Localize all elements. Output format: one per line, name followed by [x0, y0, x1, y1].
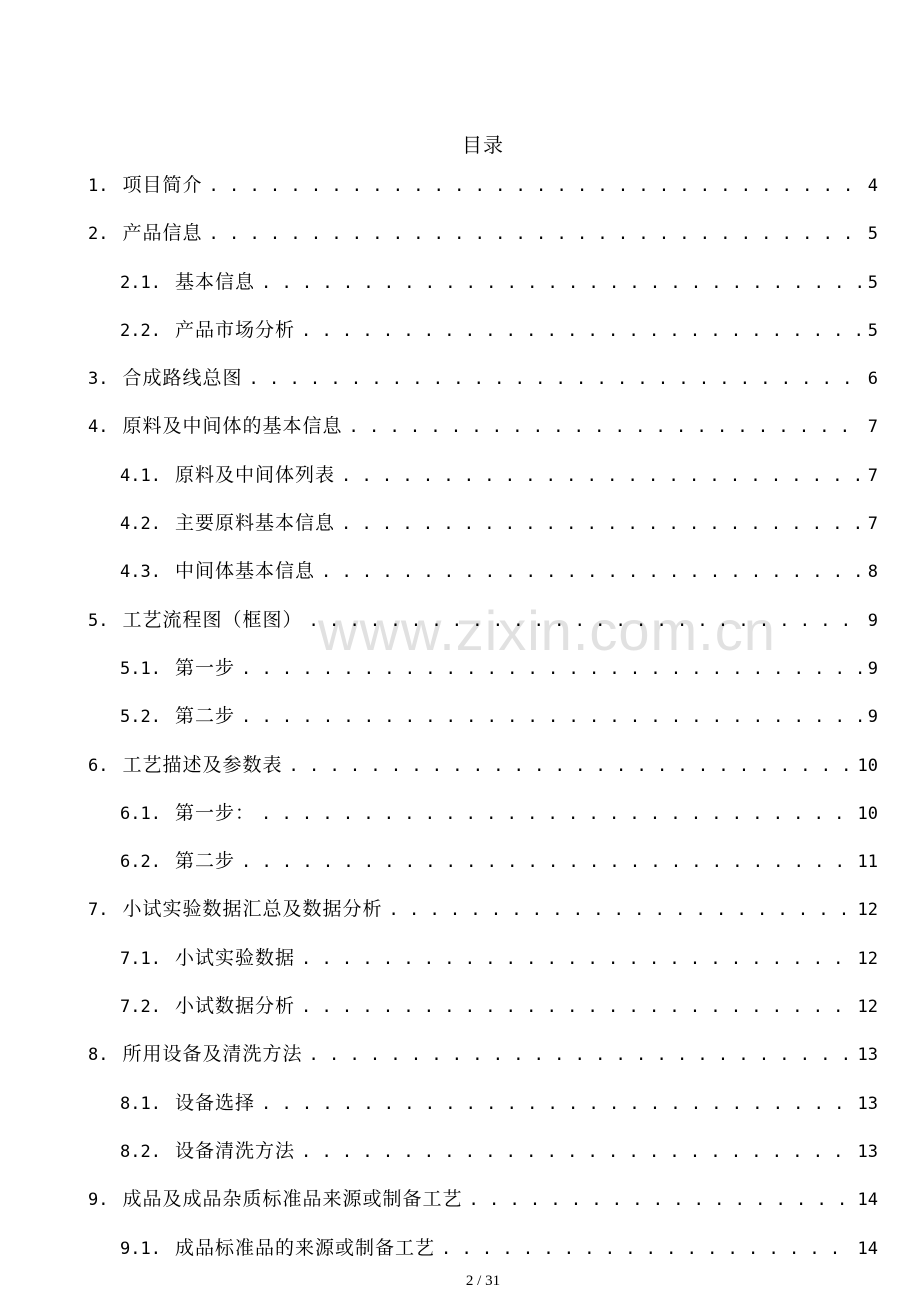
toc-entry-number: 4. — [88, 417, 109, 438]
toc-subentry[interactable] — [88, 1127, 878, 1175]
dot-leader — [209, 162, 862, 210]
toc-entry-number: 4.3. — [120, 562, 161, 583]
toc-entry[interactable] — [88, 209, 878, 257]
dot-leader — [469, 1176, 852, 1224]
toc-entry-number: 8.2. — [120, 1141, 161, 1162]
toc-entry-page: 12 — [857, 948, 878, 969]
toc-entry-title: 第一步 — [174, 656, 235, 679]
toc-entry-page: 13 — [857, 1141, 878, 1162]
toc-entry-number: 5. — [88, 610, 109, 631]
toc-entry-title: 第二步 — [174, 705, 235, 728]
dot-leader — [349, 403, 862, 451]
toc-entry-number: 6.2. — [120, 852, 161, 873]
toc-entry-page: 12 — [857, 900, 878, 921]
toc-subentry[interactable] — [88, 789, 878, 837]
toc-entry-title: 产品市场分析 — [174, 318, 295, 341]
dot-leader — [261, 790, 852, 838]
dot-leader — [241, 693, 862, 741]
toc-entry-page: 9 — [867, 610, 878, 631]
toc-entry-number: 5.2. — [120, 707, 161, 728]
toc-subentry[interactable] — [88, 1224, 878, 1272]
toc-entry[interactable] — [88, 161, 878, 209]
dot-leader — [249, 355, 862, 403]
toc-entry-number: 7. — [88, 900, 109, 921]
toc-entry-page: 7 — [867, 514, 878, 535]
dot-leader — [301, 307, 862, 355]
dot-leader — [389, 886, 852, 934]
toc-entry[interactable] — [88, 1175, 878, 1223]
toc-entry-number: 6. — [88, 755, 109, 776]
toc-subentry[interactable] — [88, 306, 878, 354]
toc-subentry[interactable] — [88, 547, 878, 595]
dot-leader — [301, 1128, 852, 1176]
toc-entry-title: 工艺描述及参数表 — [122, 753, 283, 776]
toc-entry-title: 设备清洗方法 — [174, 1139, 295, 1162]
table-of-contents — [88, 161, 878, 1272]
toc-entry-title: 中间体基本信息 — [174, 560, 315, 583]
toc-entry-title: 原料及中间体列表 — [174, 463, 335, 486]
toc-subentry[interactable] — [88, 982, 878, 1030]
page-number: 2 / 31 — [465, 1273, 501, 1289]
toc-entry-number: 4.2. — [120, 514, 161, 535]
toc-entry[interactable] — [88, 885, 878, 933]
toc-entry-number: 7.1. — [120, 948, 161, 969]
dot-leader — [309, 1031, 852, 1079]
toc-entry-page: 6 — [867, 369, 878, 390]
dot-leader — [321, 548, 862, 596]
toc-entry-number: 8.1. — [120, 1093, 161, 1114]
toc-subentry[interactable] — [88, 499, 878, 547]
toc-entry-page: 8 — [867, 562, 878, 583]
toc-subentry[interactable] — [88, 934, 878, 982]
toc-entry-title: 合成路线总图 — [122, 367, 243, 390]
toc-entry-title: 小试实验数据 — [174, 946, 295, 969]
dot-leader — [301, 983, 852, 1031]
toc-entry-title: 第一步： — [174, 801, 255, 824]
toc-entry-title: 设备选择 — [174, 1091, 255, 1114]
dot-leader — [241, 838, 852, 886]
toc-entry-number: 5.1. — [120, 658, 161, 679]
toc-subentry[interactable] — [88, 692, 878, 740]
toc-entry-page: 7 — [867, 417, 878, 438]
dot-leader — [441, 1225, 852, 1273]
toc-entry-page: 14 — [857, 1190, 878, 1211]
toc-entry-page: 4 — [867, 176, 878, 196]
toc-entry-number: 1. — [88, 176, 109, 196]
toc-entry-number: 9. — [88, 1190, 109, 1211]
toc-entry-number: 4.1. — [120, 465, 161, 486]
toc-entry-title: 成品标准品的来源或制备工艺 — [174, 1236, 435, 1259]
toc-subentry[interactable] — [88, 1079, 878, 1127]
toc-entry-title: 小试数据分析 — [174, 995, 295, 1018]
toc-entry-number: 8. — [88, 1045, 109, 1066]
toc-entry-title: 产品信息 — [122, 222, 203, 245]
toc-title: 目录 — [462, 133, 504, 157]
toc-entry-page: 13 — [857, 1093, 878, 1114]
toc-subentry[interactable] — [88, 258, 878, 306]
toc-entry-page: 9 — [867, 707, 878, 728]
dot-leader — [261, 1080, 852, 1128]
toc-entry-number: 7.2. — [120, 997, 161, 1018]
toc-entry-title: 工艺流程图（框图） — [122, 608, 303, 631]
toc-entry-title: 成品及成品杂质标准品来源或制备工艺 — [122, 1188, 463, 1211]
toc-entry-page: 5 — [867, 224, 878, 245]
toc-entry-page: 14 — [857, 1238, 878, 1259]
dot-leader — [261, 259, 862, 307]
toc-entry-page: 10 — [857, 803, 878, 824]
toc-entry-page: 5 — [867, 320, 878, 341]
dot-leader — [241, 645, 862, 693]
toc-entry[interactable] — [88, 402, 878, 450]
toc-entry[interactable] — [88, 354, 878, 402]
toc-entry-title: 基本信息 — [174, 270, 255, 293]
toc-entry-page: 9 — [867, 658, 878, 679]
toc-entry-number: 6.1. — [120, 803, 161, 824]
toc-entry-title: 主要原料基本信息 — [174, 512, 335, 535]
toc-entry[interactable] — [88, 1030, 878, 1078]
toc-entry-page: 12 — [857, 997, 878, 1018]
toc-entry-title: 原料及中间体的基本信息 — [122, 415, 343, 438]
dot-leader — [301, 935, 852, 983]
toc-subentry[interactable] — [88, 451, 878, 499]
toc-entry-number: 9.1. — [120, 1238, 161, 1259]
toc-entry-title: 项目简介 — [122, 174, 203, 196]
toc-entry-number: 2. — [88, 224, 109, 245]
toc-entry-page: 10 — [857, 755, 878, 776]
dot-leader — [289, 742, 852, 790]
dot-leader — [209, 210, 862, 258]
toc-entry-number: 2.1. — [120, 272, 161, 293]
toc-entry-title: 小试实验数据汇总及数据分析 — [122, 898, 383, 921]
toc-entry-title: 第二步 — [174, 850, 235, 873]
toc-entry-page: 7 — [867, 465, 878, 486]
toc-entry-number: 2.2. — [120, 320, 161, 341]
toc-entry-number: 3. — [88, 369, 109, 390]
toc-subentry[interactable] — [88, 644, 878, 692]
toc-subentry[interactable] — [88, 837, 878, 885]
dot-leader — [341, 500, 862, 548]
toc-entry-page: 5 — [867, 272, 878, 293]
toc-entry-title: 所用设备及清洗方法 — [122, 1043, 303, 1066]
dot-leader — [341, 452, 862, 500]
toc-entry[interactable] — [88, 741, 878, 789]
toc-entry-page: 11 — [857, 852, 878, 873]
toc-entry-page: 13 — [857, 1045, 878, 1066]
toc-entry[interactable] — [88, 596, 878, 644]
watermark: www.zixin.com.cn — [318, 599, 776, 662]
dot-leader — [309, 597, 862, 645]
